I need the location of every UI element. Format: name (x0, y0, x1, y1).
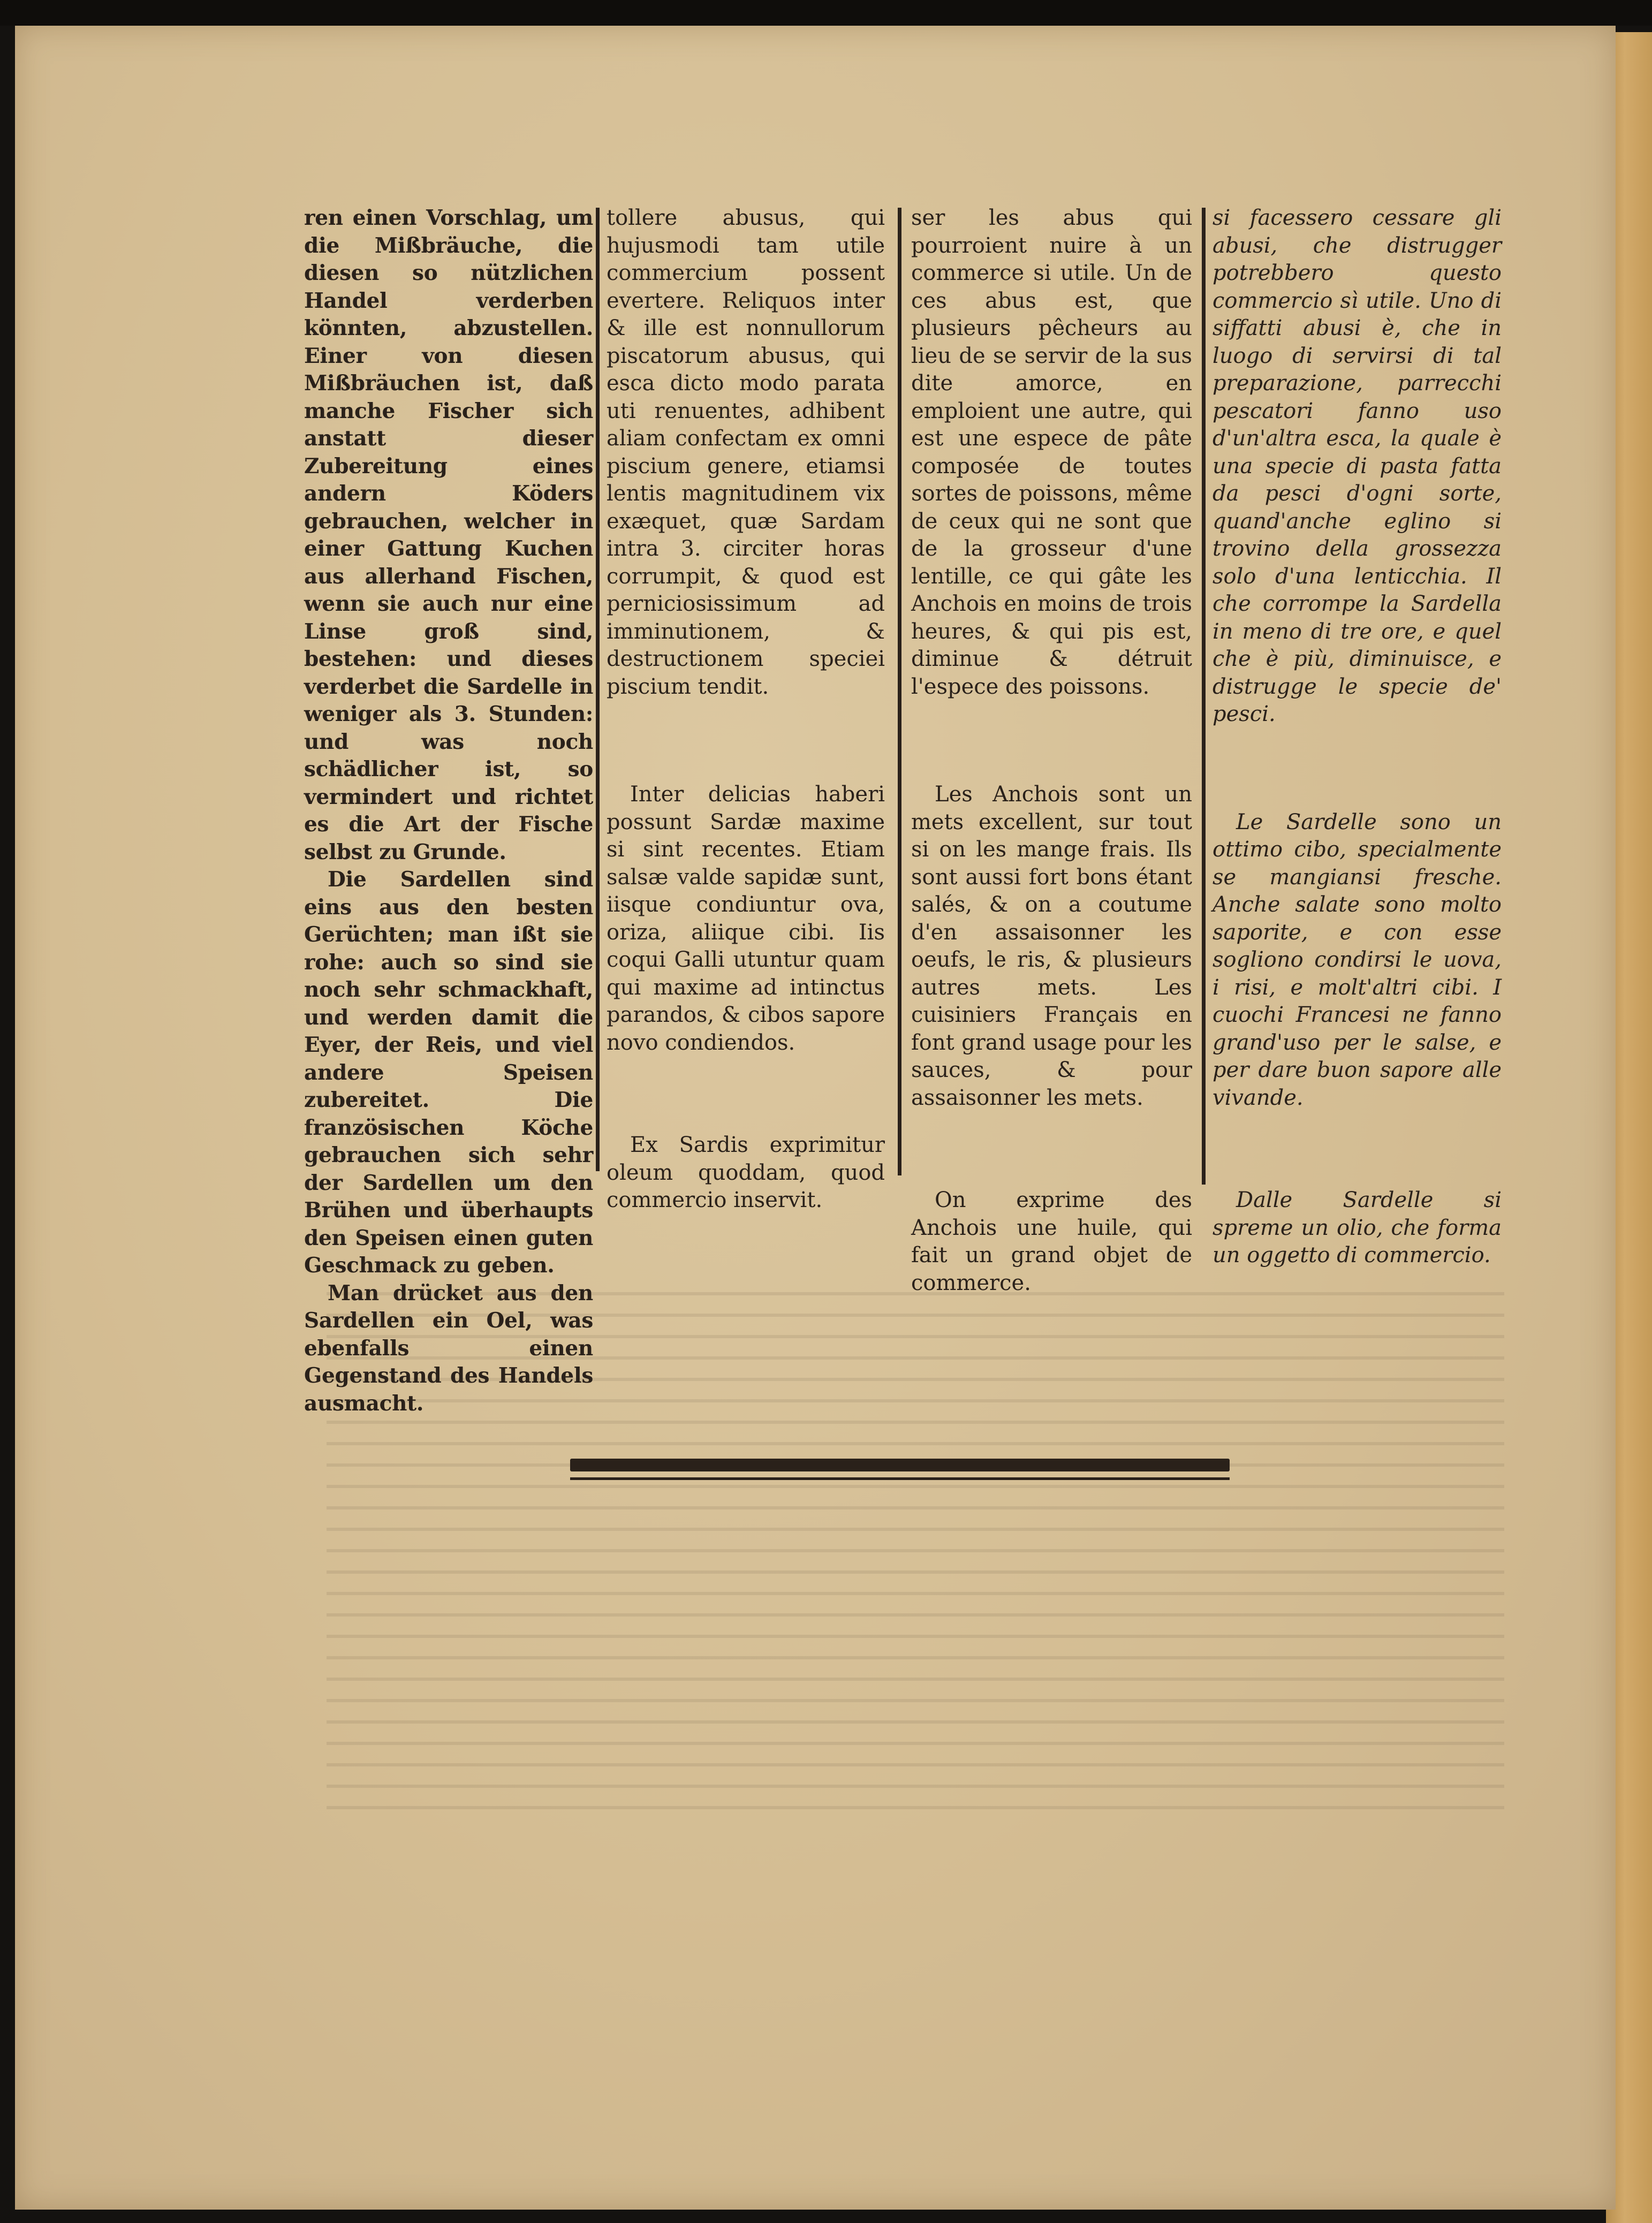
italian-paragraph-1: si facessero cessare gli abusi, che distrugger potrebbero questo commercio sì utile. Uno di siffatti abusi è, che in luogo di servirsi di tal preparazione, parrecchi pescatori fanno uso d'un'altra esca, la quale è una specie di pasta fatta da pesci d'ogni sorte, quand'anche eglino si trovino della grossezza solo d'una lenticchia. Il che corrompe la Sardella in meno di tre ore, e quel che è più, diminuisce, e distrugge le specie de' pesci. (1213, 206, 1502, 726)
italian-paragraph-2: Le Sardelle sono un ottimo cibo, specialmente se mangiansi fresche. Anche salate sono molto saporite, e con esse sogliono condirsi le uova, i risi, e molt'altri cibi. I cuochi Francesi ne fanno grand'uso per le salse, e per dare buon sapore alle vivande. (1213, 809, 1502, 1110)
column-rule-3 (1202, 208, 1206, 1185)
french-paragraph-1: ser les abus qui pourroient nuire à un commerce si utile. Un de ces abus est, que plusieurs pêcheurs au lieu de se servir de la sus dite amorce, en emploient une autre, qui est une espece de pâte composée de toutes sortes de poissons, même de ceux qui ne sont que de la grosseur d'une lentille, ce qui gâte les Anchois en moins de trois heures, & qui pis est, diminue & détruit l'espece des poissons. (911, 206, 1192, 699)
column-german (304, 204, 593, 1417)
french-paragraph-2: Les Anchois sont un mets excellent, sur tout si on les mange frais. Ils sont aussi fort bons étant salés, & on a coutume d'en assaisonner les oeufs, le ris, & plusieurs autres mets. Les cuisiniers Français en font grand usage pour les sauces, & pour assaisonner les mets. (911, 782, 1192, 1110)
latin-paragraph-1: tollere abusus, qui hujusmodi tam utile commercium possent evertere. Reliquos inter & ille est nonnullorum piscatorum abusus, qui esca dicto modo parata uti renuentes, adhibent aliam confectam ex omni piscium genere, etiamsi lentis magnitudinem vix exæquet, quæ Sardam intra 3. circiter horas corrumpit, & quod est perniciosissimum ad imminutionem, & destructionem speciei piscium tendit. (607, 206, 885, 699)
scan-background-top (0, 0, 1652, 26)
italian-paragraph-3: Dalle Sardelle si spreme un olio, che forma un oggetto di commercio. (1213, 1188, 1502, 1268)
latin-paragraph-3: Ex Sardis exprimitur oleum quoddam, quod commercio inservit. (607, 1133, 885, 1212)
german-paragraph-2: Die Sardellen sind eins aus den besten Gerüchten; man ißt sie rohe: auch so sind sie noch sehr schmackhaft, und werden damit die Eyer, der Reis, und viel andere Speisen zubereitet. Die französischen Köche gebrauchen sich sehr der Sardellen um den Brühen und überhaupts den Speisen einen guten Geschmack zu geben. (304, 867, 593, 1278)
closing-rule-thin (570, 1477, 1230, 1480)
column-french (911, 204, 1192, 1297)
column-latin (607, 204, 885, 1215)
column-rule-2 (898, 208, 901, 1175)
german-paragraph-3: Man drücket aus den Sardellen ein Oel, was ebenfalls einen Gegenstand des Handels ausmacht. (304, 1280, 593, 1416)
latin-paragraph-2: Inter delicias haberi possunt Sardæ maxime si sint recentes. Etiam salsæ valde sapidæ sunt, iisque condiuntur ova, oriza, aliique cibi. Iis coqui Galli utuntur quam qui maxime ad intinctus parandos, & cibos sapore novo condiendos. (607, 782, 885, 1055)
closing-rule-thick (570, 1459, 1230, 1471)
column-rule-1 (596, 208, 600, 1171)
french-paragraph-3: On exprime des Anchois une huile, qui fait un grand objet de commerce. (911, 1188, 1192, 1295)
column-italian (1213, 204, 1502, 1270)
german-paragraph-1: ren einen Vorschlag, um die Mißbräuche, die diesen so nützlichen Handel verderben könnten, abzustellen. Einer von diesen Mißbräuchen ist, daß manche Fischer sich anstatt dieser Zubereitung eines andern Köders gebrauchen, welcher in einer Gattung Kuchen aus allerhand Fischen, wenn sie auch nur eine Linse groß sind, bestehen: und dieses verderbet die Sardelle in weniger als 3. Stunden: und was noch schädlicher ist, so vermindert und richtet es die Art der Fische selbst zu Grunde. (304, 206, 593, 864)
